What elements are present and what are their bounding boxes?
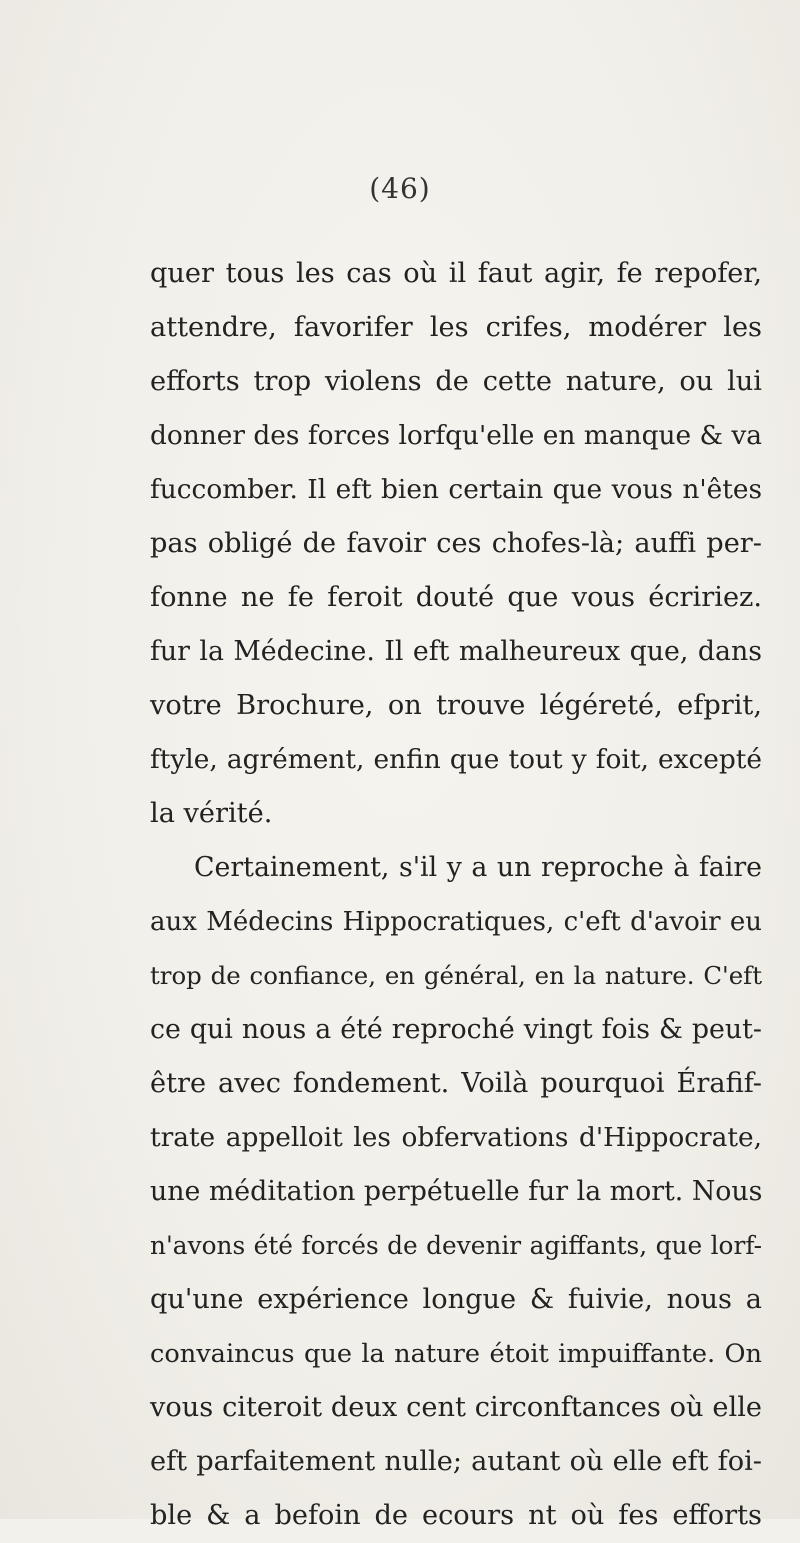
text-line: donner des forces lorfqu'elle en manque & va	[150, 420, 762, 451]
text-line: la vérité.	[150, 798, 273, 829]
text-line: efforts trop violens de cette nature, ou lui	[150, 366, 762, 397]
text-line: quer tous les cas où il faut agir, fe repofer,	[150, 258, 762, 289]
text-line: eft parfaitement nulle; autant où elle eft foi-	[150, 1446, 762, 1477]
text-line: aux Médecins Hippocratiques, c'eft d'avoir eu	[150, 907, 762, 937]
text-line: fonne ne fe feroit douté que vous écririez.	[150, 582, 762, 613]
text-line: trop de confiance, en général, en la nature. C'eft	[150, 961, 762, 990]
text-line: être avec fondement. Voilà pourquoi Érafif-	[150, 1068, 762, 1099]
page-number: (46)	[369, 172, 431, 205]
text-line: ftyle, agrément, enfin que tout y foit, excepté	[150, 744, 762, 775]
text-line: qu'une expérience longue & fuivie, nous a	[150, 1284, 762, 1315]
text-line: votre Brochure, on trouve légéreté, efprit,	[150, 690, 762, 721]
text-line: pas obligé de favoir ces chofes-là; auffi per-	[150, 528, 762, 559]
text-line: attendre, favorifer les crifes, modérer les	[150, 312, 762, 343]
text-line: Certainement, s'il y a un reproche à faire	[194, 852, 762, 883]
text-line: ble & a befoin de ecours nt où fes efforts	[150, 1500, 762, 1531]
text-line: n'avons été forcés de devenir agiffants, que lorf-	[150, 1231, 762, 1260]
text-line: convaincus que la nature étoit impuiffante. On	[150, 1339, 762, 1369]
text-line: fur la Médecine. Il eft malheureux que, dans	[150, 636, 762, 667]
text-line: ce qui nous a été reproché vingt fois & peut-	[150, 1014, 762, 1045]
text-line: une méditation perpétuelle fur la mort. Nous	[150, 1176, 763, 1207]
text-line: vous citeroit deux cent circonftances où elle	[150, 1392, 762, 1423]
body-text	[150, 247, 762, 1543]
text-line: trate appelloit les obfervations d'Hippocrate,	[150, 1122, 762, 1153]
text-line: fuccomber. Il eft bien certain que vous n'êtes	[150, 474, 762, 505]
